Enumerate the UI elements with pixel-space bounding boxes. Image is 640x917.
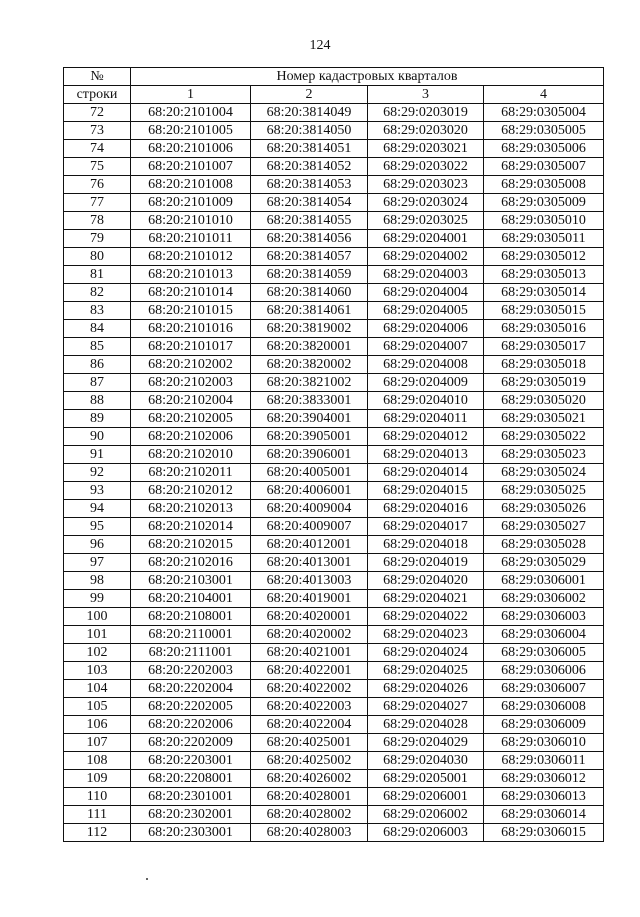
cadastral-quarter-cell: 68:29:0305029 bbox=[484, 554, 604, 572]
cadastral-quarter-cell: 68:29:0305026 bbox=[484, 500, 604, 518]
table-row bbox=[64, 464, 604, 482]
cadastral-quarter-cell: 68:20:4005001 bbox=[251, 464, 368, 482]
cadastral-quarter-cell: 68:20:2108001 bbox=[131, 608, 251, 626]
cadastral-quarter-cell: 68:29:0204003 bbox=[368, 266, 484, 284]
table-row bbox=[64, 410, 604, 428]
cadastral-quarter-cell: 68:20:2208001 bbox=[131, 770, 251, 788]
cadastral-quarter-cell: 68:29:0305011 bbox=[484, 230, 604, 248]
cadastral-quarter-cell: 68:20:4012001 bbox=[251, 536, 368, 554]
cadastral-quarter-cell: 68:29:0204025 bbox=[368, 662, 484, 680]
cadastral-quarter-cell: 68:20:3833001 bbox=[251, 392, 368, 410]
row-number-cell: 109 bbox=[64, 770, 131, 788]
table-row bbox=[64, 158, 604, 176]
cadastral-quarter-cell: 68:20:2101005 bbox=[131, 122, 251, 140]
cadastral-quarter-cell: 68:20:2102014 bbox=[131, 518, 251, 536]
row-number-cell: 89 bbox=[64, 410, 131, 428]
table-row bbox=[64, 302, 604, 320]
cadastral-quarter-cell: 68:20:3814052 bbox=[251, 158, 368, 176]
row-number-cell: 103 bbox=[64, 662, 131, 680]
row-number-cell: 104 bbox=[64, 680, 131, 698]
cadastral-quarter-cell: 68:29:0306004 bbox=[484, 626, 604, 644]
row-number-cell: 80 bbox=[64, 248, 131, 266]
cadastral-quarter-cell: 68:29:0306009 bbox=[484, 716, 604, 734]
cadastral-quarter-cell: 68:20:3905001 bbox=[251, 428, 368, 446]
cadastral-quarter-cell: 68:20:2202003 bbox=[131, 662, 251, 680]
table-body bbox=[64, 104, 604, 842]
row-number-cell: 93 bbox=[64, 482, 131, 500]
cadastral-quarter-cell: 68:29:0305016 bbox=[484, 320, 604, 338]
cadastral-quarter-cell: 68:20:4021001 bbox=[251, 644, 368, 662]
cadastral-quarter-cell: 68:20:2302001 bbox=[131, 806, 251, 824]
cadastral-quarter-cell: 68:20:2101009 bbox=[131, 194, 251, 212]
table-row bbox=[64, 626, 604, 644]
row-number-cell: 84 bbox=[64, 320, 131, 338]
cadastral-quarter-cell: 68:20:2202006 bbox=[131, 716, 251, 734]
cadastral-quarter-cell: 68:29:0204012 bbox=[368, 428, 484, 446]
row-number-cell: 91 bbox=[64, 446, 131, 464]
cadastral-quarter-cell: 68:20:3906001 bbox=[251, 446, 368, 464]
table-row bbox=[64, 662, 604, 680]
cadastral-quarter-cell: 68:20:2101004 bbox=[131, 104, 251, 122]
cadastral-quarter-cell: 68:29:0204027 bbox=[368, 698, 484, 716]
cadastral-quarter-cell: 68:20:2101008 bbox=[131, 176, 251, 194]
table-row bbox=[64, 320, 604, 338]
cadastral-quarter-cell: 68:29:0305008 bbox=[484, 176, 604, 194]
cadastral-quarter-cell: 68:29:0305025 bbox=[484, 482, 604, 500]
table-row bbox=[64, 554, 604, 572]
row-number-cell: 86 bbox=[64, 356, 131, 374]
column-number-1: 1 bbox=[131, 86, 251, 104]
cadastral-quarter-cell: 68:29:0203024 bbox=[368, 194, 484, 212]
table-row bbox=[64, 536, 604, 554]
cadastral-quarter-cell: 68:29:0305022 bbox=[484, 428, 604, 446]
cadastral-quarter-cell: 68:29:0306007 bbox=[484, 680, 604, 698]
cadastral-quarter-cell: 68:20:3814061 bbox=[251, 302, 368, 320]
row-number-cell: 87 bbox=[64, 374, 131, 392]
table-row bbox=[64, 356, 604, 374]
cadastral-quarter-cell: 68:29:0204014 bbox=[368, 464, 484, 482]
row-number-cell: 83 bbox=[64, 302, 131, 320]
cadastral-quarter-cell: 68:20:4026002 bbox=[251, 770, 368, 788]
cadastral-quarter-cell: 68:20:3904001 bbox=[251, 410, 368, 428]
table-row bbox=[64, 428, 604, 446]
cadastral-quarter-cell: 68:20:2202009 bbox=[131, 734, 251, 752]
cadastral-quarter-cell: 68:20:4006001 bbox=[251, 482, 368, 500]
cadastral-quarter-cell: 68:20:4019001 bbox=[251, 590, 368, 608]
table-row bbox=[64, 608, 604, 626]
cadastral-quarter-cell: 68:20:4013001 bbox=[251, 554, 368, 572]
cadastral-quarter-cell: 68:20:3819002 bbox=[251, 320, 368, 338]
cadastral-quarter-cell: 68:29:0204005 bbox=[368, 302, 484, 320]
column-number-4: 4 bbox=[484, 86, 604, 104]
row-number-cell: 85 bbox=[64, 338, 131, 356]
row-number-cell: 76 bbox=[64, 176, 131, 194]
cadastral-quarter-cell: 68:29:0203025 bbox=[368, 212, 484, 230]
cadastral-quarter-cell: 68:20:4028002 bbox=[251, 806, 368, 824]
cadastral-quarter-cell: 68:20:2101016 bbox=[131, 320, 251, 338]
cadastral-quarter-cell: 68:20:2101007 bbox=[131, 158, 251, 176]
row-number-cell: 96 bbox=[64, 536, 131, 554]
cadastral-quarter-cell: 68:20:3814054 bbox=[251, 194, 368, 212]
row-number-cell: 95 bbox=[64, 518, 131, 536]
cadastral-quarter-cell: 68:20:2101012 bbox=[131, 248, 251, 266]
cadastral-quarter-cell: 68:20:2111001 bbox=[131, 644, 251, 662]
cadastral-quarter-cell: 68:29:0305015 bbox=[484, 302, 604, 320]
cadastral-quarter-cell: 68:29:0205001 bbox=[368, 770, 484, 788]
row-number-cell: 78 bbox=[64, 212, 131, 230]
cadastral-quarter-cell: 68:29:0305020 bbox=[484, 392, 604, 410]
cadastral-quarter-cell: 68:29:0203020 bbox=[368, 122, 484, 140]
cadastral-quarter-cell: 68:29:0305018 bbox=[484, 356, 604, 374]
page-number: 124 bbox=[309, 38, 331, 53]
cadastral-quarter-cell: 68:20:2102012 bbox=[131, 482, 251, 500]
cadastral-quarter-cell: 68:20:4022001 bbox=[251, 662, 368, 680]
cadastral-quarter-cell: 68:29:0305004 bbox=[484, 104, 604, 122]
table-row bbox=[64, 104, 604, 122]
cadastral-quarter-cell: 68:20:2104001 bbox=[131, 590, 251, 608]
cadastral-quarter-cell: 68:20:3814053 bbox=[251, 176, 368, 194]
cadastral-quarter-cell: 68:29:0204019 bbox=[368, 554, 484, 572]
cadastral-quarter-cell: 68:29:0305014 bbox=[484, 284, 604, 302]
cadastral-quarter-cell: 68:20:2101015 bbox=[131, 302, 251, 320]
cadastral-quarter-cell: 68:29:0305012 bbox=[484, 248, 604, 266]
cadastral-quarter-cell: 68:20:4009007 bbox=[251, 518, 368, 536]
cadastral-quarter-cell: 68:29:0204009 bbox=[368, 374, 484, 392]
cadastral-quarter-cell: 68:20:3820002 bbox=[251, 356, 368, 374]
table-row bbox=[64, 500, 604, 518]
cadastral-quarter-cell: 68:20:4028003 bbox=[251, 824, 368, 842]
cadastral-quarter-cell: 68:20:2102015 bbox=[131, 536, 251, 554]
table-row bbox=[64, 374, 604, 392]
cadastral-quarter-cell: 68:20:4025001 bbox=[251, 734, 368, 752]
cadastral-quarter-cell: 68:20:3814056 bbox=[251, 230, 368, 248]
row-number-cell: 111 bbox=[64, 806, 131, 824]
table-row bbox=[64, 698, 604, 716]
cadastral-quarter-cell: 68:29:0203023 bbox=[368, 176, 484, 194]
cadastral-quarter-cell: 68:20:2101011 bbox=[131, 230, 251, 248]
header-row-column-numbers bbox=[64, 86, 604, 104]
cadastral-quarter-cell: 68:29:0204018 bbox=[368, 536, 484, 554]
cadastral-quarter-cell: 68:29:0203022 bbox=[368, 158, 484, 176]
table-header bbox=[64, 68, 604, 104]
scan-speck bbox=[146, 878, 148, 880]
cadastral-quarter-cell: 68:29:0206001 bbox=[368, 788, 484, 806]
column-number-2: 2 bbox=[251, 86, 368, 104]
table-row bbox=[64, 518, 604, 536]
cadastral-quarter-cell: 68:20:2102016 bbox=[131, 554, 251, 572]
cadastral-quarter-cell: 68:20:3814051 bbox=[251, 140, 368, 158]
cadastral-quarter-cell: 68:29:0305006 bbox=[484, 140, 604, 158]
cadastral-quarter-cell: 68:29:0203019 bbox=[368, 104, 484, 122]
table-row bbox=[64, 230, 604, 248]
cadastral-quarter-cell: 68:20:2101014 bbox=[131, 284, 251, 302]
cadastral-quarter-cell: 68:29:0305013 bbox=[484, 266, 604, 284]
cadastral-quarter-cell: 68:20:2101006 bbox=[131, 140, 251, 158]
row-number-cell: 99 bbox=[64, 590, 131, 608]
cadastral-quarter-cell: 68:29:0305005 bbox=[484, 122, 604, 140]
cadastral-quarter-cell: 68:20:3814059 bbox=[251, 266, 368, 284]
cadastral-quarter-cell: 68:20:2203001 bbox=[131, 752, 251, 770]
cadastral-quarter-cell: 68:29:0306010 bbox=[484, 734, 604, 752]
cadastral-quarter-cell: 68:29:0305028 bbox=[484, 536, 604, 554]
column-number-3: 3 bbox=[368, 86, 484, 104]
table-row bbox=[64, 680, 604, 698]
row-number-cell: 101 bbox=[64, 626, 131, 644]
cadastral-quarter-cell: 68:29:0204023 bbox=[368, 626, 484, 644]
table-row bbox=[64, 392, 604, 410]
row-number-cell: 108 bbox=[64, 752, 131, 770]
cadastral-quarter-cell: 68:29:0306003 bbox=[484, 608, 604, 626]
cadastral-quarter-cell: 68:20:2102004 bbox=[131, 392, 251, 410]
cadastral-quarter-cell: 68:20:2102006 bbox=[131, 428, 251, 446]
table-row bbox=[64, 572, 604, 590]
cadastral-quarter-cell: 68:20:2102011 bbox=[131, 464, 251, 482]
row-number-cell: 100 bbox=[64, 608, 131, 626]
cadastral-quarter-cell: 68:29:0306005 bbox=[484, 644, 604, 662]
cadastral-quarter-cell: 68:20:4022003 bbox=[251, 698, 368, 716]
cadastral-quarter-cell: 68:29:0204026 bbox=[368, 680, 484, 698]
row-number-cell: 82 bbox=[64, 284, 131, 302]
table-row bbox=[64, 338, 604, 356]
cadastral-quarter-cell: 68:20:2202005 bbox=[131, 698, 251, 716]
cadastral-quarter-cell: 68:20:3814057 bbox=[251, 248, 368, 266]
cadastral-quarter-cell: 68:29:0206002 bbox=[368, 806, 484, 824]
cadastral-quarter-cell: 68:20:2102013 bbox=[131, 500, 251, 518]
cadastral-quarter-cell: 68:29:0204030 bbox=[368, 752, 484, 770]
cadastral-quarter-cell: 68:20:3821002 bbox=[251, 374, 368, 392]
table-row bbox=[64, 140, 604, 158]
cadastral-quarter-cell: 68:29:0306001 bbox=[484, 572, 604, 590]
row-number-cell: 73 bbox=[64, 122, 131, 140]
cadastral-quarter-cell: 68:29:0204004 bbox=[368, 284, 484, 302]
row-number-cell: 106 bbox=[64, 716, 131, 734]
cadastral-quarters-table bbox=[63, 67, 604, 842]
cadastral-quarter-cell: 68:20:4025002 bbox=[251, 752, 368, 770]
row-number-cell: 102 bbox=[64, 644, 131, 662]
cadastral-quarter-cell: 68:20:3820001 bbox=[251, 338, 368, 356]
table-row bbox=[64, 248, 604, 266]
row-number-cell: 75 bbox=[64, 158, 131, 176]
cadastral-quarter-cell: 68:29:0203021 bbox=[368, 140, 484, 158]
table-row bbox=[64, 194, 604, 212]
cadastral-quarter-cell: 68:20:2101010 bbox=[131, 212, 251, 230]
cadastral-quarter-cell: 68:29:0306013 bbox=[484, 788, 604, 806]
row-number-cell: 98 bbox=[64, 572, 131, 590]
row-number-cell: 79 bbox=[64, 230, 131, 248]
cadastral-quarter-cell: 68:29:0204016 bbox=[368, 500, 484, 518]
cadastral-quarter-cell: 68:20:2303001 bbox=[131, 824, 251, 842]
cadastral-quarter-cell: 68:29:0204001 bbox=[368, 230, 484, 248]
cadastral-quarter-cell: 68:20:3814049 bbox=[251, 104, 368, 122]
cadastral-quarter-cell: 68:29:0305024 bbox=[484, 464, 604, 482]
row-number-cell: 92 bbox=[64, 464, 131, 482]
row-number-cell: 105 bbox=[64, 698, 131, 716]
table-row bbox=[64, 284, 604, 302]
row-number-cell: 88 bbox=[64, 392, 131, 410]
row-number-cell: 112 bbox=[64, 824, 131, 842]
cadastral-quarter-cell: 68:29:0306015 bbox=[484, 824, 604, 842]
cadastral-quarter-cell: 68:29:0305010 bbox=[484, 212, 604, 230]
cadastral-quarter-cell: 68:29:0204013 bbox=[368, 446, 484, 464]
cadastral-quarter-cell: 68:29:0306006 bbox=[484, 662, 604, 680]
cadastral-quarter-cell: 68:20:2301001 bbox=[131, 788, 251, 806]
cadastral-quarter-cell: 68:20:4009004 bbox=[251, 500, 368, 518]
cadastral-quarter-cell: 68:29:0305023 bbox=[484, 446, 604, 464]
cadastral-quarter-cell: 68:20:4022004 bbox=[251, 716, 368, 734]
cadastral-quarter-cell: 68:20:2103001 bbox=[131, 572, 251, 590]
cadastral-quarter-cell: 68:29:0306014 bbox=[484, 806, 604, 824]
table-row bbox=[64, 590, 604, 608]
row-number-cell: 90 bbox=[64, 428, 131, 446]
cadastral-quarter-cell: 68:20:3814055 bbox=[251, 212, 368, 230]
cadastral-quarter-cell: 68:20:2102010 bbox=[131, 446, 251, 464]
cadastral-quarter-cell: 68:29:0204028 bbox=[368, 716, 484, 734]
cadastral-quarter-cell: 68:29:0306011 bbox=[484, 752, 604, 770]
row-number-cell: 81 bbox=[64, 266, 131, 284]
cadastral-quarter-cell: 68:29:0204011 bbox=[368, 410, 484, 428]
header-row-title bbox=[64, 68, 604, 86]
cadastral-quarter-cell: 68:29:0204017 bbox=[368, 518, 484, 536]
cadastral-quarter-cell: 68:20:4020001 bbox=[251, 608, 368, 626]
row-number-cell: 94 bbox=[64, 500, 131, 518]
table-row bbox=[64, 824, 604, 842]
cadastral-quarter-cell: 68:29:0204022 bbox=[368, 608, 484, 626]
cadastral-quarter-cell: 68:20:4013003 bbox=[251, 572, 368, 590]
cadastral-quarter-cell: 68:29:0204008 bbox=[368, 356, 484, 374]
row-number-cell: 97 bbox=[64, 554, 131, 572]
cadastral-quarter-cell: 68:20:3814060 bbox=[251, 284, 368, 302]
cadastral-quarters-group-title: Номер кадастровых кварталов bbox=[131, 68, 604, 86]
cadastral-quarter-cell: 68:20:2110001 bbox=[131, 626, 251, 644]
table-row bbox=[64, 176, 604, 194]
table-row bbox=[64, 482, 604, 500]
row-number-header-bottom: строки bbox=[64, 86, 131, 104]
cadastral-quarter-cell: 68:20:2102005 bbox=[131, 410, 251, 428]
row-number-cell: 72 bbox=[64, 104, 131, 122]
cadastral-quarter-cell: 68:20:2101013 bbox=[131, 266, 251, 284]
table-row bbox=[64, 122, 604, 140]
row-number-header-top: № bbox=[64, 68, 131, 86]
cadastral-quarter-cell: 68:29:0305021 bbox=[484, 410, 604, 428]
cadastral-quarter-cell: 68:29:0305007 bbox=[484, 158, 604, 176]
row-number-cell: 107 bbox=[64, 734, 131, 752]
cadastral-quarter-cell: 68:20:4022002 bbox=[251, 680, 368, 698]
cadastral-quarter-cell: 68:29:0204007 bbox=[368, 338, 484, 356]
table-row bbox=[64, 770, 604, 788]
cadastral-quarter-cell: 68:29:0305027 bbox=[484, 518, 604, 536]
cadastral-quarter-cell: 68:29:0306002 bbox=[484, 590, 604, 608]
table-row bbox=[64, 446, 604, 464]
cadastral-quarter-cell: 68:20:3814050 bbox=[251, 122, 368, 140]
cadastral-quarter-cell: 68:20:2101017 bbox=[131, 338, 251, 356]
cadastral-quarter-cell: 68:29:0204029 bbox=[368, 734, 484, 752]
cadastral-quarter-cell: 68:20:4028001 bbox=[251, 788, 368, 806]
row-number-cell: 74 bbox=[64, 140, 131, 158]
row-number-cell: 110 bbox=[64, 788, 131, 806]
cadastral-quarter-cell: 68:29:0206003 bbox=[368, 824, 484, 842]
cadastral-quarter-cell: 68:29:0204021 bbox=[368, 590, 484, 608]
table-row bbox=[64, 212, 604, 230]
cadastral-quarter-cell: 68:29:0204006 bbox=[368, 320, 484, 338]
cadastral-quarter-cell: 68:29:0204002 bbox=[368, 248, 484, 266]
cadastral-quarter-cell: 68:29:0305019 bbox=[484, 374, 604, 392]
cadastral-quarter-cell: 68:20:2102003 bbox=[131, 374, 251, 392]
cadastral-quarter-cell: 68:29:0204010 bbox=[368, 392, 484, 410]
cadastral-quarter-cell: 68:29:0204015 bbox=[368, 482, 484, 500]
cadastral-quarter-cell: 68:29:0305017 bbox=[484, 338, 604, 356]
cadastral-quarter-cell: 68:20:2102002 bbox=[131, 356, 251, 374]
cadastral-quarter-cell: 68:29:0204024 bbox=[368, 644, 484, 662]
row-number-cell: 77 bbox=[64, 194, 131, 212]
table-row bbox=[64, 806, 604, 824]
cadastral-quarter-cell: 68:29:0306008 bbox=[484, 698, 604, 716]
cadastral-quarter-cell: 68:20:4020002 bbox=[251, 626, 368, 644]
cadastral-quarter-cell: 68:29:0306012 bbox=[484, 770, 604, 788]
cadastral-quarter-cell: 68:20:2202004 bbox=[131, 680, 251, 698]
table-row bbox=[64, 752, 604, 770]
cadastral-quarter-cell: 68:29:0204020 bbox=[368, 572, 484, 590]
table-row bbox=[64, 644, 604, 662]
table-row bbox=[64, 788, 604, 806]
table-row bbox=[64, 716, 604, 734]
table-row bbox=[64, 734, 604, 752]
cadastral-quarter-cell: 68:29:0305009 bbox=[484, 194, 604, 212]
table-row bbox=[64, 266, 604, 284]
